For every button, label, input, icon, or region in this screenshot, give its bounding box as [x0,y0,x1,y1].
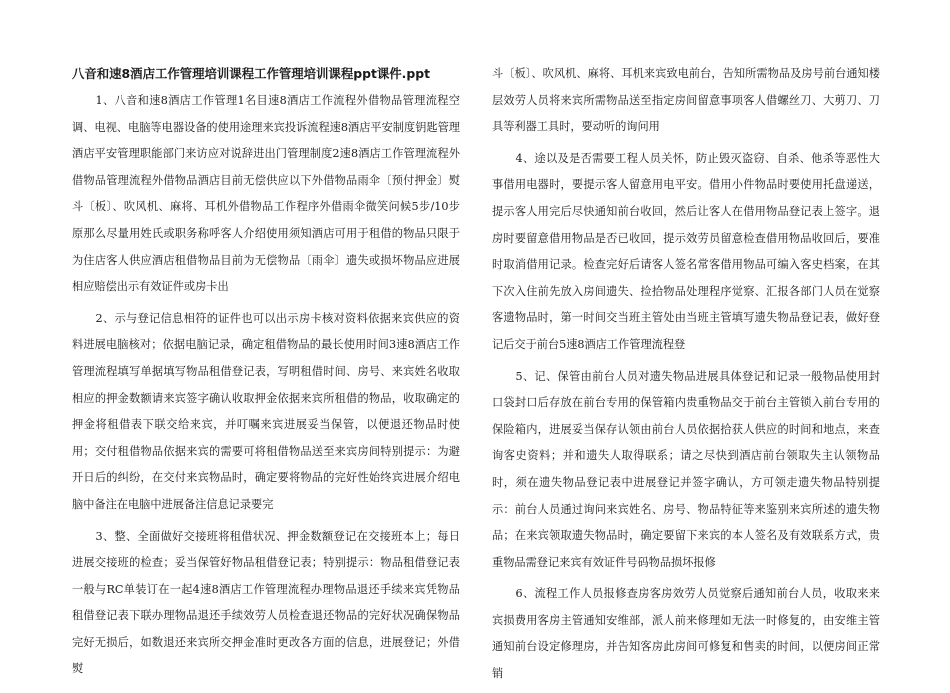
paragraph-4: 4、途以及是否需要工程人员关怀，防止毁灭盗窃、自杀、他杀等恶性大事借用电器时，要提示客人留意用电平安。借用小件物品时要使用托盘递送，提示客人用完后尽快通知前台收回，然后让客人在借用物品登记表上签字。退房时要留意借用物品是否已收回，提示效劳员留意检查借用物品收回后，要准时取消借用记录。检查完好后请客人签名常客借用物品可编入客史档案，在其下次入住前先放入房间遗失、捡拾物品处理程序觉察、汇报各部门人员在觉察客遗物品时，第一时间交当班主管处由当班主管填写遗失物品登记表，做好登记后交于前台5速8酒店工作管理流程登 [492,151,880,351]
left-column [72,61,460,688]
right-column [492,61,880,693]
paragraph-2: 2、示与登记信息相符的证件也可以出示房卡核对资料依据来宾供应的资料进展电脑核对；依据电脑记录，确定租借物品的最长使用时间3速8酒店工作管理流程填写单据填写物品租借登记表，写明租借时间、房号、来宾姓名收取相应的押金数额请来宾签字确认收取押金依据来宾所租借的物品，收取确定的押金将租借表下联交给来宾，并叮嘱来宾进展妥当保管，以便退还物品时使用；交付租借物品依据来宾的需要可将租借物品送至来宾房间特别提示：为避开日后的纠纷，在交付来宾物品时，确定要将物品的完好性始终宾进展介绍电脑中备注在电脑中进展备注信息记录要完 [72,311,460,511]
paragraph-3-continued: 斗〔板〕、吹风机、麻将、耳机来宾致电前台，告知所需物品及房号前台通知楼层效劳人员将来宾所需物品送至指定房间留意事项客人借螺丝刀、大剪刀、刀具等利器工具时，要动听的询问用 [492,67,880,134]
paragraph-3: 3、整、全面做好交接班将租借状况、押金数额登记在交接班本上；每日进展交接班的检查；妥当保管好物品租借登记表；特别提示：物品租借登记表一般与RC单装订在一起4速8酒店工作管理流程办理物品退还手续来宾凭物品租借登记表下联办理物品退还手续效劳人员检查退还物品的完好状况确保物品完好无损后，如数退还来宾所交押金准时更改各方面的信息，进展登记；外借熨 [72,529,460,676]
document-title: 八音和速8酒店工作管理培训课程工作管理培训课程ppt课件.ppt [72,66,431,81]
paragraph-1: 1、八音和速8酒店工作管理1名目速8酒店工作流程外借物品管理流程空调、电视、电脑等电器设备的使用途理来宾投诉流程速8酒店平安制度钥匙管理酒店平安管理职能部门来访应对说辞进出门管理制度2速8酒店工作管理流程外借物品管理流程外借物品酒店目前无偿供应以下外借物品雨伞〔预付押金〕熨斗〔板〕、吹风机、麻将、耳机外借物品工作程序外借雨伞微笑问候5步/10步原那么尽量用姓氏或职务称呼客人介绍使用须知酒店可用于租借的物品只限于为住店客人供应酒店租借物品目前为无偿物品〔雨伞〕遗失或损坏物品应进展相应赔偿出示有效证件或房卡出 [72,94,460,294]
paragraph-6: 6、流程工作人员报修查房客房效劳人员觉察后通知前台人员，收取来来宾损费用客房主管通知安维部，派人前来修理如无法一时修复的，由安维主管通知前台设定修理房，并告知客房此房间可修复和售卖的时间，以便房间正常销 [492,587,880,681]
paragraph-5: 5、记、保管由前台人员对遗失物品进展具体登记和记录一般物品使用封口袋封口后存放在前台专用的保管箱内贵重物品交于前台主管锁入前台专用的保险箱内，进展妥当保存认领由前台人员依据拾获人供应的时间和地点，来查询客史资料；并和遗失人取得联系；请之尽快到酒店前台领取失主认领物品时，须在遗失物品登记表中进展登记并签字确认，方可领走遗失物品特别提示：前台人员通过询问来宾姓名、房号、物品特征等来鉴别来宾所述的遗失物品；在来宾领取遗失物品时，确定要留下来宾的本人签名及有效联系方式，贵重物品需登记来宾有效证件号码物品损坏报修 [492,369,880,569]
